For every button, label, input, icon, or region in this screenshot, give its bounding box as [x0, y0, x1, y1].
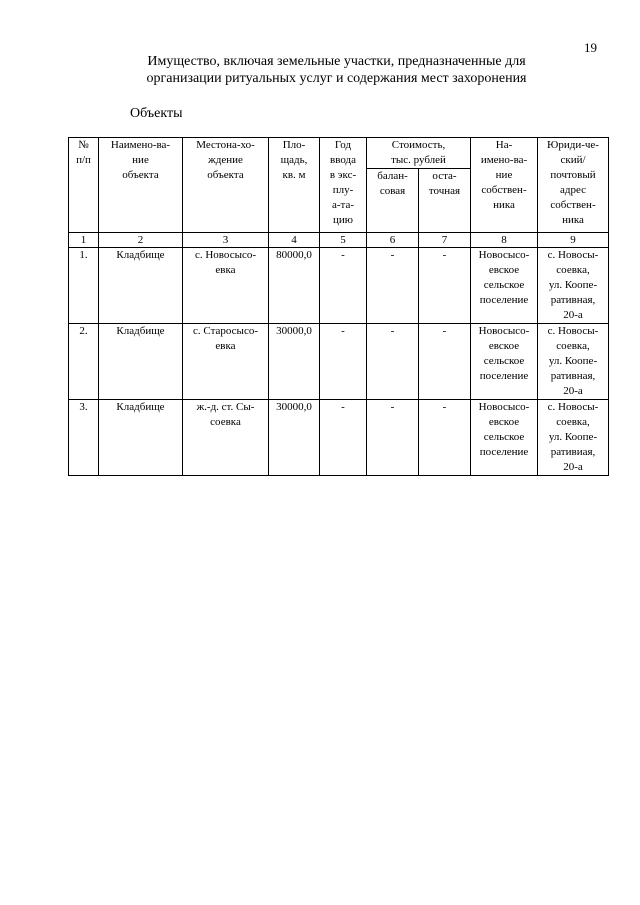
- object-name: Кладбище: [99, 248, 183, 324]
- object-year: -: [320, 400, 367, 476]
- column-number: 7: [419, 233, 471, 248]
- object-area: 30000,0: [269, 400, 320, 476]
- table-row: [69, 248, 609, 324]
- table-row: [69, 324, 609, 400]
- object-residual-cost: -: [419, 400, 471, 476]
- object-name: Кладбище: [99, 400, 183, 476]
- header-cost-group: Стоимость, тыс. рублей: [367, 138, 471, 169]
- column-number: 1: [69, 233, 99, 248]
- header-balance-cost: балан- совая: [367, 169, 419, 233]
- object-residual-cost: -: [419, 248, 471, 324]
- column-number: 3: [183, 233, 269, 248]
- page-number: 19: [584, 40, 597, 55]
- column-number: 5: [320, 233, 367, 248]
- object-balance-cost: -: [367, 400, 419, 476]
- owner-address: с. Новосы- соевка, ул. Коопе- ративиая, 20-а: [538, 400, 609, 476]
- object-location: ж.-д. ст. Сы- соевка: [183, 400, 269, 476]
- column-number: 4: [269, 233, 320, 248]
- column-numbers-row: [69, 233, 609, 248]
- object-area: 80000,0: [269, 248, 320, 324]
- row-number: 1.: [69, 248, 99, 324]
- object-year: -: [320, 324, 367, 400]
- header-year: Год ввода в экс- плу- а-та- цию: [320, 138, 367, 233]
- header-owner-address: Юриди-че- ский/ почтовый адрес собствен- ника: [538, 138, 609, 233]
- owner-name: Новосысо- евское сельское поселение: [471, 400, 538, 476]
- owner-address: с. Новосы- соевка, ул. Коопе- ративная, 20-а: [538, 324, 609, 400]
- object-year: -: [320, 248, 367, 324]
- objects-table: [68, 137, 609, 476]
- header-number: № п/п: [69, 138, 99, 233]
- title-line-2: организации ритуальных услуг и содержания мест захоронения: [146, 71, 527, 86]
- table-row: [69, 400, 609, 476]
- owner-name: Новосысо- евское сельское поселение: [471, 324, 538, 400]
- section-label: Объекты: [130, 106, 183, 121]
- owner-address: с. Новосы- соевка, ул. Коопе- ративная, 20-а: [538, 248, 609, 324]
- title-line-1: Имущество, включая земельные участки, предназначенные для: [147, 54, 526, 69]
- header-owner-name: На- имено-ва- ние собствен- ника: [471, 138, 538, 233]
- object-area: 30000,0: [269, 324, 320, 400]
- owner-name: Новосысо- евское сельское поселение: [471, 248, 538, 324]
- object-balance-cost: -: [367, 324, 419, 400]
- header-object-name: Наимено-ва- ние объекта: [99, 138, 183, 233]
- column-number: 2: [99, 233, 183, 248]
- object-balance-cost: -: [367, 248, 419, 324]
- header-area: Пло- щадь, кв. м: [269, 138, 320, 233]
- column-number: 9: [538, 233, 609, 248]
- object-name: Кладбище: [99, 324, 183, 400]
- object-residual-cost: -: [419, 324, 471, 400]
- column-number: 6: [367, 233, 419, 248]
- row-number: 2.: [69, 324, 99, 400]
- table-header-row: [69, 138, 609, 169]
- object-location: с. Новосысо- евка: [183, 248, 269, 324]
- header-location: Местона-хо- ждение объекта: [183, 138, 269, 233]
- header-residual-cost: оста- точная: [419, 169, 471, 233]
- row-number: 3.: [69, 400, 99, 476]
- object-location: с. Старосысо- евка: [183, 324, 269, 400]
- column-number: 8: [471, 233, 538, 248]
- document-title: [68, 53, 605, 87]
